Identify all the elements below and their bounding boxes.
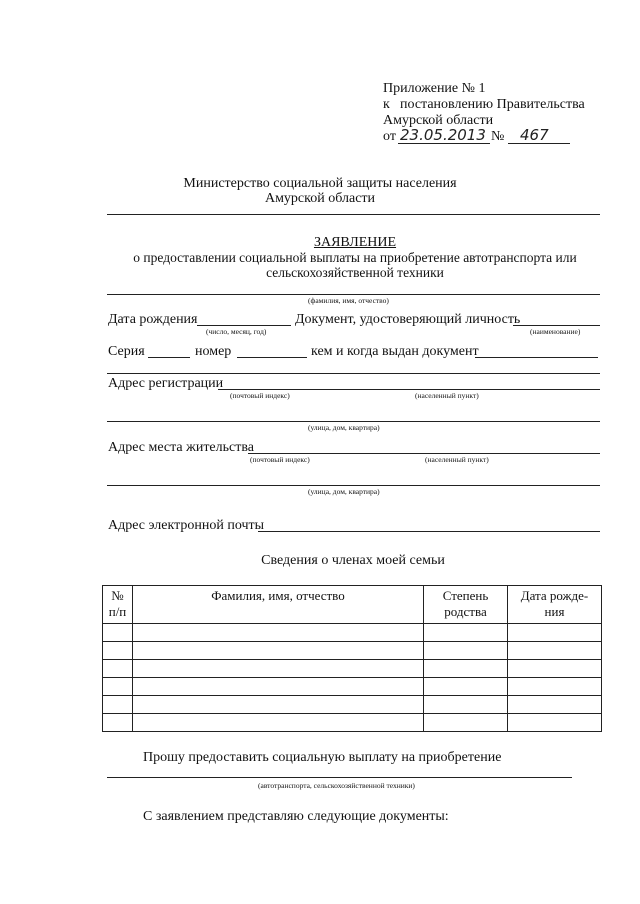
table-cell[interactable] bbox=[424, 678, 508, 696]
col-birth-label-1: Дата рожде- bbox=[520, 588, 589, 603]
appendix-number-value: 467 bbox=[520, 126, 549, 144]
table-cell[interactable] bbox=[508, 696, 602, 714]
documents-text: С заявлением представляю следующие документы: bbox=[143, 809, 449, 824]
residence-postcode-hint: (почтовый индекс) bbox=[250, 455, 310, 464]
series-field[interactable] bbox=[148, 357, 190, 358]
table-cell[interactable] bbox=[424, 714, 508, 732]
residence-postcode-locality-field[interactable] bbox=[248, 453, 600, 454]
col-number-label-1: № bbox=[111, 588, 124, 603]
issued-by-field[interactable] bbox=[475, 357, 598, 358]
document-title: ЗАЯВЛЕНИЕ bbox=[313, 235, 397, 250]
table-cell[interactable] bbox=[103, 642, 133, 660]
col-number-label-2: п/п bbox=[108, 604, 127, 619]
ministry-line1: Министерство социальной защиты населения bbox=[183, 176, 457, 191]
birth-date-label: Дата рождения bbox=[108, 312, 198, 327]
email-label: Адрес электронной почты bbox=[108, 518, 265, 533]
col-name-header bbox=[133, 586, 424, 624]
appendix-resolution: постановлению Правительства bbox=[400, 97, 585, 112]
birth-date-field[interactable] bbox=[197, 325, 291, 326]
appendix-title: Приложение № 1 bbox=[383, 81, 486, 96]
subtitle-line2: сельскохозяйственной техники bbox=[266, 265, 444, 280]
appendix-date-prefix: от bbox=[383, 129, 396, 144]
registration-address-label: Адрес регистрации bbox=[108, 376, 224, 391]
request-field[interactable] bbox=[107, 777, 572, 778]
subtitle-line1: о предоставлении социальной выплаты на приобретение автотранспорта или bbox=[133, 250, 577, 265]
table-row bbox=[103, 678, 602, 696]
table-cell[interactable] bbox=[133, 624, 424, 642]
request-hint: (автотранспорта, сельскохозяйственной техники) bbox=[258, 781, 415, 790]
id-document-field[interactable] bbox=[513, 325, 600, 326]
table-cell[interactable] bbox=[508, 642, 602, 660]
table-cell[interactable] bbox=[424, 642, 508, 660]
table-cell[interactable] bbox=[508, 660, 602, 678]
fio-hint: (фамилия, имя, отчество) bbox=[308, 296, 389, 305]
table-cell[interactable] bbox=[133, 696, 424, 714]
residence-street-hint: (улица, дом, квартира) bbox=[308, 487, 380, 496]
col-name-label: Фамилия, имя, отчество bbox=[211, 588, 345, 603]
col-relation-label-1: Степень bbox=[442, 588, 489, 603]
appendix-number-prefix: № bbox=[491, 129, 505, 144]
number-field[interactable] bbox=[237, 357, 307, 358]
residence-locality-hint: (населенный пункт) bbox=[425, 455, 489, 464]
registration-postcode-locality-field[interactable] bbox=[218, 389, 600, 390]
appendix-k: к bbox=[383, 97, 390, 112]
table-cell[interactable] bbox=[424, 696, 508, 714]
table-cell[interactable] bbox=[133, 660, 424, 678]
family-table-header bbox=[103, 586, 602, 624]
table-row bbox=[103, 624, 602, 642]
col-birth-header bbox=[508, 586, 602, 624]
residence-address-label: Адрес места жительства bbox=[108, 440, 254, 455]
appendix-date-value: 23.05.2013 bbox=[400, 126, 486, 144]
family-heading: Сведения о членах моей семьи bbox=[261, 553, 445, 568]
id-document-hint: (наименование) bbox=[530, 327, 581, 336]
table-row bbox=[103, 642, 602, 660]
request-text: Прошу предоставить социальную выплату на приобретение bbox=[143, 750, 502, 765]
table-cell[interactable] bbox=[133, 678, 424, 696]
table-cell[interactable] bbox=[103, 714, 133, 732]
table-cell[interactable] bbox=[133, 642, 424, 660]
table-row bbox=[103, 714, 602, 732]
issued-by-label: кем и когда выдан документ bbox=[311, 344, 479, 359]
registration-locality-hint: (населенный пункт) bbox=[415, 391, 479, 400]
birth-date-hint: (число, месяц, год) bbox=[206, 327, 267, 336]
table-cell[interactable] bbox=[133, 714, 424, 732]
table-cell[interactable] bbox=[424, 624, 508, 642]
email-field[interactable] bbox=[258, 531, 600, 532]
ministry-line2: Амурской области bbox=[264, 191, 376, 206]
table-cell[interactable] bbox=[103, 624, 133, 642]
table-cell[interactable] bbox=[103, 696, 133, 714]
number-label: номер bbox=[195, 344, 232, 359]
table-cell[interactable] bbox=[508, 624, 602, 642]
ministry-divider bbox=[107, 214, 600, 215]
family-table bbox=[102, 585, 602, 732]
table-cell[interactable] bbox=[508, 714, 602, 732]
col-number-header bbox=[103, 586, 133, 624]
table-row bbox=[103, 696, 602, 714]
registration-postcode-hint: (почтовый индекс) bbox=[230, 391, 290, 400]
issued-by-field-2[interactable] bbox=[107, 373, 600, 374]
col-relation-header bbox=[424, 586, 508, 624]
fio-line bbox=[107, 294, 600, 295]
table-cell[interactable] bbox=[103, 678, 133, 696]
col-relation-label-2: родства bbox=[444, 604, 487, 619]
series-label: Серия bbox=[108, 344, 145, 359]
residence-street-field[interactable] bbox=[107, 485, 600, 486]
table-cell[interactable] bbox=[508, 678, 602, 696]
table-cell[interactable] bbox=[103, 660, 133, 678]
registration-street-hint: (улица, дом, квартира) bbox=[308, 423, 380, 432]
table-row bbox=[103, 660, 602, 678]
appendix-region: Амурской области bbox=[383, 113, 494, 128]
col-birth-label-2: ния bbox=[544, 604, 565, 619]
id-document-label: Документ, удостоверяющий личность bbox=[295, 312, 521, 327]
registration-street-field[interactable] bbox=[107, 421, 600, 422]
table-cell[interactable] bbox=[424, 660, 508, 678]
